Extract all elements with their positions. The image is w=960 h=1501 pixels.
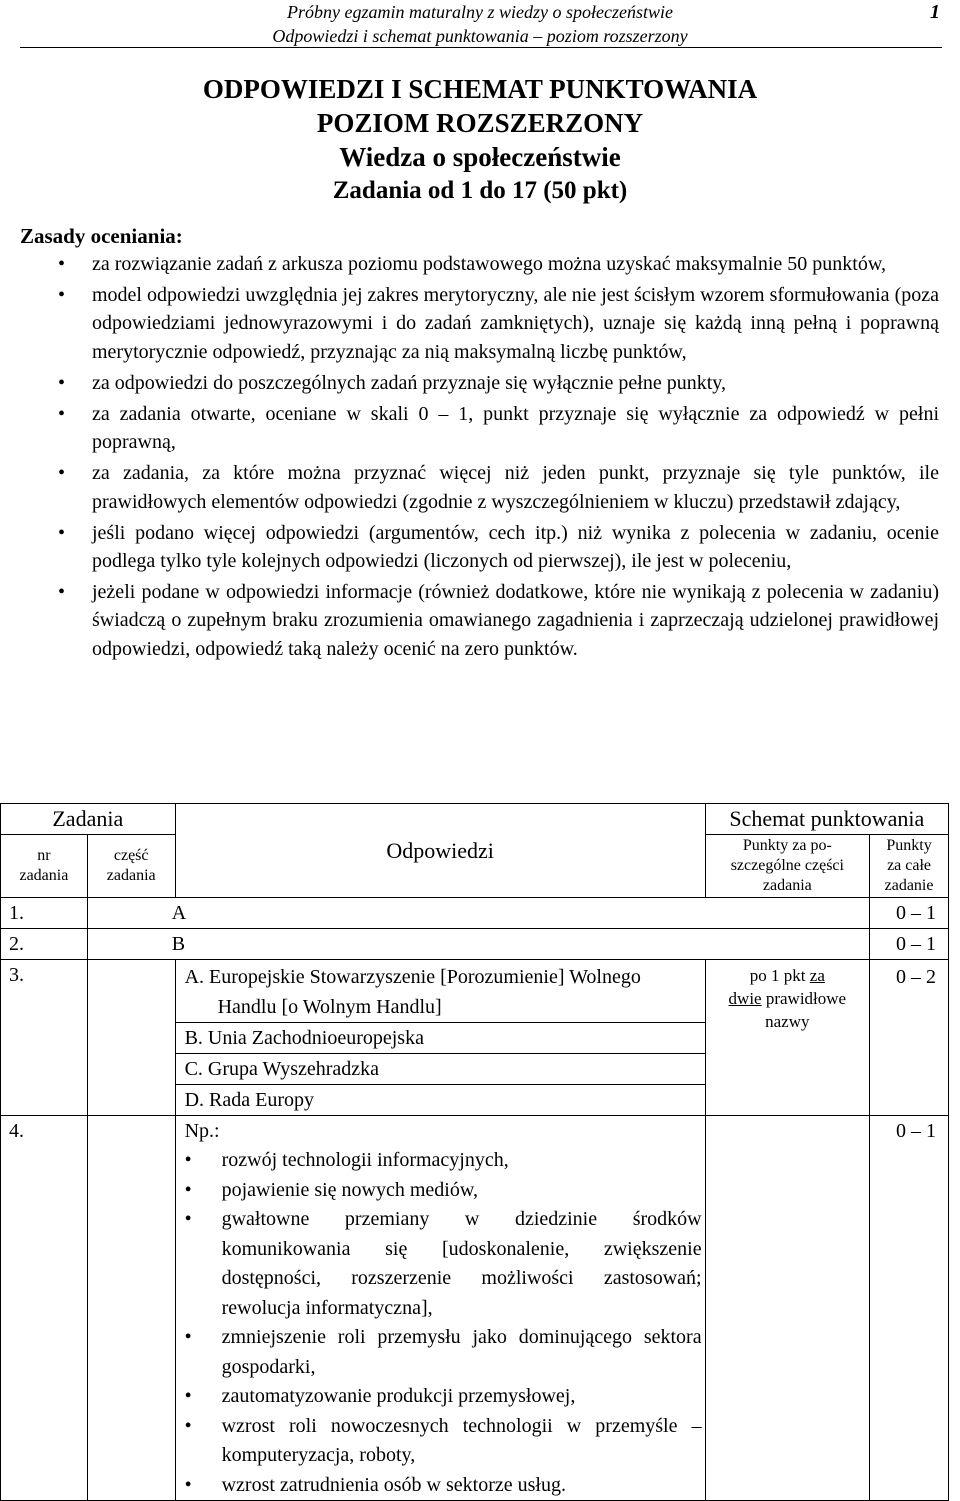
points-rule-names: nazwy [765,1012,810,1031]
task-answer-b: B. Unia Zachodnioeuropejska [175,1023,705,1054]
rule-item: • jeżeli podane w odpowiedzi informacje (również dodatkowe, które nie wynikają z polecenia w zadaniu) świadczą o zupełnym braku zrozumienia omawianego zagadnienia i zaprzeczają udzielonej prawidłowej odpowiedzi, odpowiedź taką należy ocenić na zero punktów. [92,578,939,663]
task-answer-c: C. Grupa Wyszehradzka [175,1054,705,1085]
header-subtitle: Odpowiedzi i schemat punktowania – poziom rozszerzony [272,26,688,46]
list-item: • gwałtowne przemiany w dziedzinie środków komunikowania się [udoskonalenie, zwiększenie dostępności, rozszerzenie możliwości zastosowań; rewolucja informatyczna], [222,1205,702,1323]
header-task-number [1,835,88,898]
task-number: 3. [1,960,88,1116]
header-task-part-line1: część [113,847,149,864]
list-item: • zmniejszenie roli przemysłu jako dominującego sektora gospodarki, [222,1323,702,1382]
task-points-total: 0 – 1 [870,1116,949,1501]
header-points-total [870,835,949,898]
header-exam-name: Próbny egzamin maturalny z wiedzy o społeczeństwie [287,2,673,22]
table-row [1,898,949,929]
header-task-number-line1: nr [37,847,51,864]
document-title [0,72,960,208]
task-part [87,960,175,1116]
answer-text: A [171,902,187,924]
page-header [0,0,960,48]
header-task-part-line2: zadania [106,867,156,884]
table-row [1,929,949,960]
points-rule-za: za [809,966,825,985]
rule-item: • model odpowiedzi uwzględnia jej zakres merytoryczny, ale nie jest ścisłym wzorem sformułowania (poza odpowiedziami jednowyrazowymi i do zadań zamkniętych), uznaje się każdą inną pełną i poprawną merytorycznie odpowiedź, przyznając za nią maksymalną liczbę punktów, [92,281,939,366]
task-number: 1. [1,898,88,929]
header-points-total-line3: zadanie [884,877,934,894]
task-number: 4. [1,1116,88,1501]
answers-table [0,803,949,1501]
task-part [87,1116,175,1501]
answer-a-text: A. Europejskie Stowarzyszenie [Porozumienie] Wolnego Handlu [o Wolnym Handlu] [184,966,641,1018]
points-rule-correct: prawidłowe [765,989,847,1008]
header-task-part [87,835,175,898]
task-answer-d: D. Rada Europy [175,1085,705,1116]
header-points-per-part [705,835,870,898]
task-points-per-part [705,960,870,1116]
task-points-per-part [705,1116,870,1501]
running-header [0,0,960,48]
header-points-per-part-line2: szczególne części [730,857,844,874]
table-row [1,960,949,1023]
title-line-4: Zadania od 1 do 17 (50 pkt) [332,177,628,204]
list-item: • pojawienie się nowych mediów, [222,1176,702,1206]
header-tasks: Zadania [1,804,176,835]
header-task-number-line2: zadania [19,867,69,884]
rule-item: • za odpowiedzi do poszczególnych zadań przyznaje się wyłącznie pełne punkty, [92,369,939,397]
rules-list [92,250,939,666]
header-points-total-line2: za całe [887,857,932,874]
rules-heading: Zasady oceniania: [20,224,183,248]
task-answer [87,898,869,929]
table-header-row [1,804,949,835]
title-line-3: Wiedza o społeczeństwie [339,142,621,172]
answer-intro: Np.: [184,1120,220,1142]
list-item: • rozwój technologii informacyjnych, [222,1146,702,1176]
rule-item: • za zadania, za które można przyznać więcej niż jeden punkt, przyznaje się tyle punktów, ile prawidłowych elementów odpowiedzi (zgodnie z wyszczególnieniem w kluczu) przedstawił zdający, [92,459,939,515]
task-points-total: 0 – 1 [870,929,949,960]
header-divider [20,47,942,48]
rule-item: • za rozwiązanie zadań z arkusza poziomu podstawowego można uzyskać maksymalnie 50 punktów, [92,250,939,278]
points-rule-prefix: po 1 pkt [749,966,806,985]
header-points-per-part-line1: Punkty za po- [742,837,832,854]
answer-text: B [171,933,186,955]
table-row [1,1116,949,1501]
task-answer [175,1116,705,1501]
task-points-total: 0 – 2 [870,960,949,1116]
list-item: • wzrost zatrudnienia osób w sektorze usług. [222,1471,702,1501]
list-item: • zautomatyzowanie produkcji przemysłowej, [222,1382,702,1412]
task-answer-a [175,960,705,1023]
header-scheme: Schemat punktowania [705,804,948,835]
title-line-2: POZIOM ROZSZERZONY [316,108,644,138]
rule-item: • za zadania otwarte, oceniane w skali 0 – 1, punkt przyznaje się wyłącznie za odpowiedź w pełni poprawną, [92,400,939,456]
page-number: 1 [930,1,940,23]
list-item: • wzrost roli nowoczesnych technologii w przemyśle – komputeryzacja, roboty, [222,1412,702,1471]
title-line-1: ODPOWIEDZI I SCHEMAT PUNKTOWANIA [202,74,758,104]
task-points-total: 0 – 1 [870,898,949,929]
header-points-per-part-line3: zadania [762,877,812,894]
rule-item: • jeśli podano więcej odpowiedzi (argumentów, cech itp.) niż wynika z polecenia w zadaniu, ocenie podlega tylko tyle kolejnych odpowiedzi (liczonych od pierwszej), ile jest w poleceniu, [92,519,939,575]
header-answers: Odpowiedzi [175,804,705,898]
points-rule-dwie: dwie [728,989,762,1008]
header-points-total-line1: Punkty [886,837,932,854]
task-number: 2. [1,929,88,960]
answer-list [185,1146,702,1500]
task-answer [87,929,869,960]
